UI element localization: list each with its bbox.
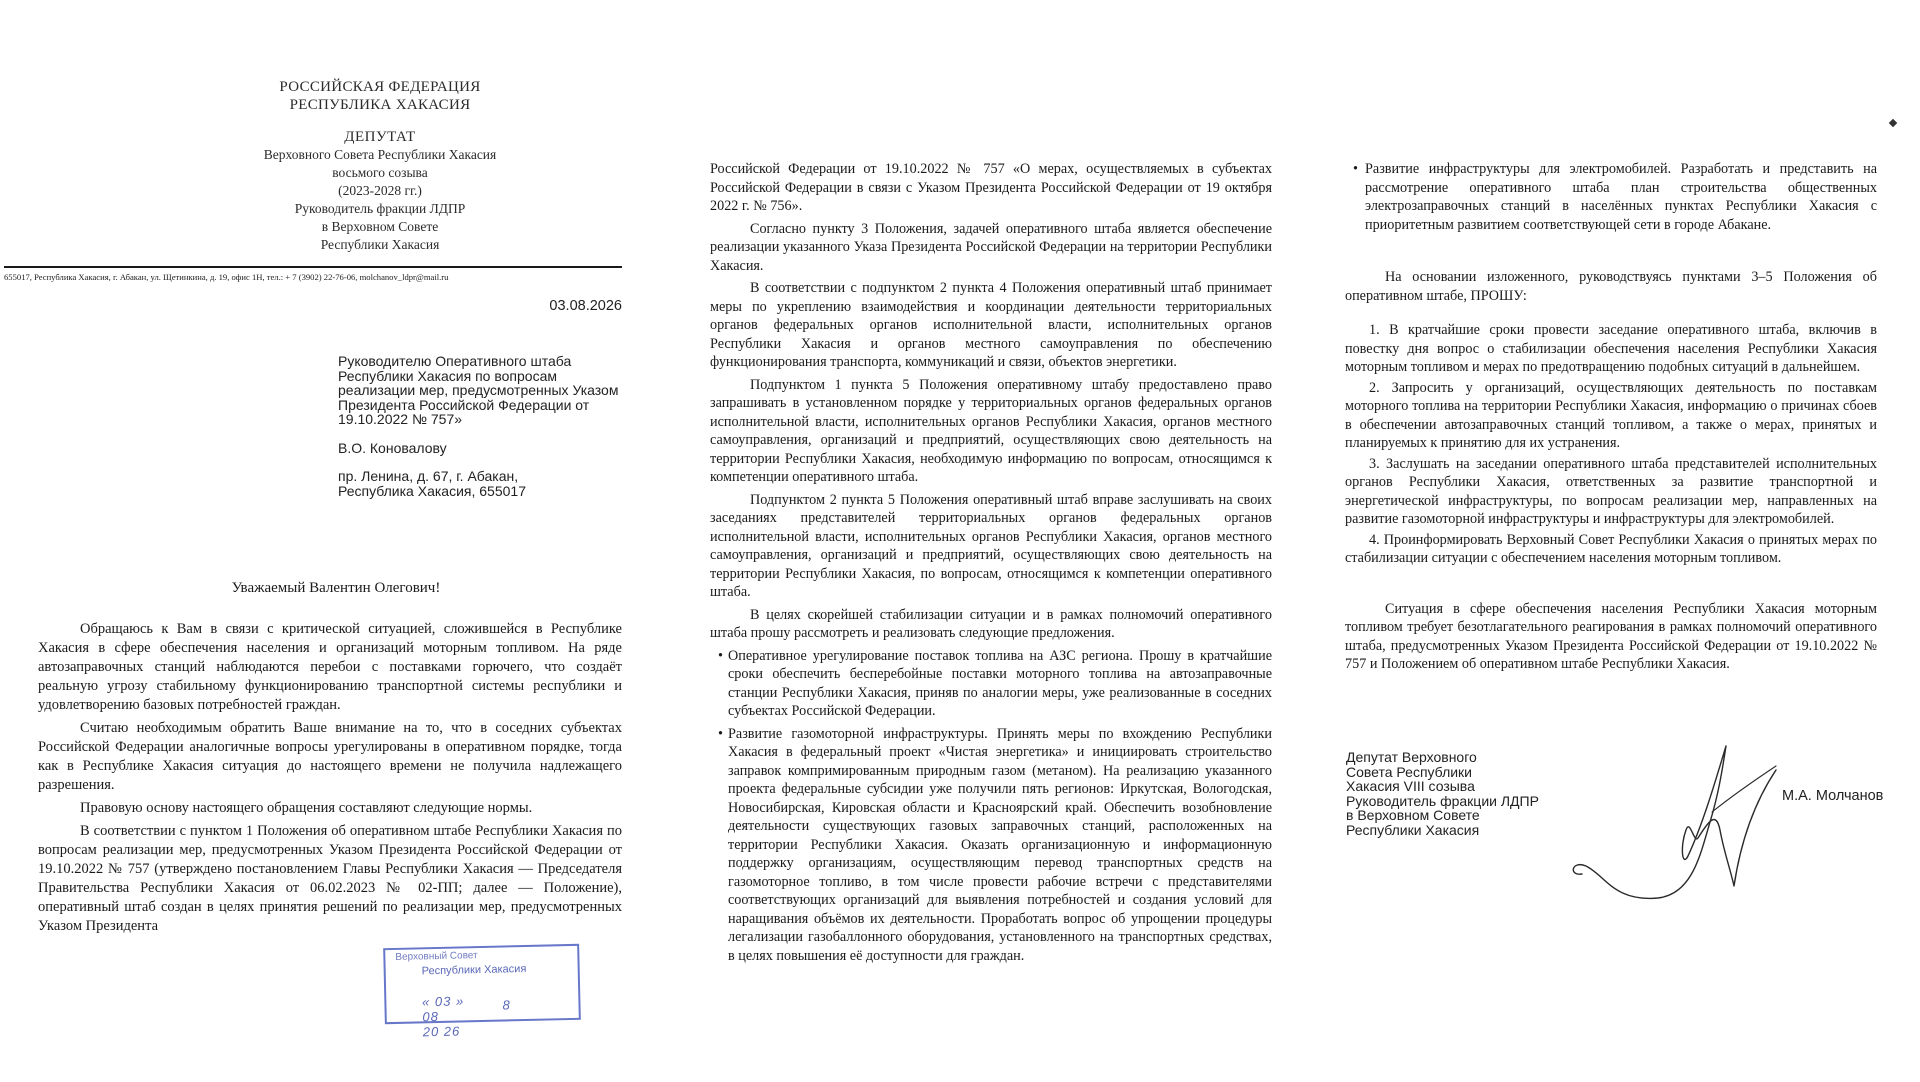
addressee-name: В.О. Коновалову: [338, 439, 447, 456]
paragraph: Согласно пункту 3 Положения, задачей оперативного штаба является обеспечение реализации указанного Указа Президента Российской Федерации на территории Республики Хакасия.: [710, 220, 1272, 274]
body-text-page-2: [710, 160, 1272, 969]
request-intro: На основании изложенного, руководствуясь пунктами 3–5 Положения об оперативном штабе, ПРОШУ:: [1345, 269, 1877, 304]
closing-paragraph: Ситуация в сфере обеспечения населения Республики Хакасия моторным топливом требует безотлагательного реагирования в рамках полномочий оперативного штаба, предусмотренных Указом Президента Российской Федерации от 19.10.2022 № 757 и Положением об оперативном штабе Республики Хакасия.: [1345, 600, 1877, 672]
paragraph: Подпунктом 2 пункта 5 Положения оперативный штаб вправе заслушивать на своих заседаниях представителей территориальных органов федеральных органов исполнительной власти, исполнительных органов Республики Хакасия, органов местного самоуправления, организаций и предприятий, осуществляющих свою деятельность на территории Республики Хакасия, по вопросам, относящимся к компетенции оперативного штаба.: [710, 491, 1272, 600]
letter-page-1: [0, 0, 672, 1082]
body-text-page-1: [38, 620, 622, 940]
letter-date: 03.08.2026: [549, 298, 622, 314]
signer-title-line: Руководитель фракции ЛДПР: [1346, 792, 1539, 809]
signer-name: М.А. Молчанов: [1782, 788, 1884, 804]
signer-title-line: Республики Хакасия: [1346, 821, 1480, 838]
stamp-date-year: 20 26: [422, 1023, 461, 1040]
paragraph: В соответствии с пунктом 1 Положения об оперативном штабе Республики Хакасия по вопросам реализации мер, предусмотренных Указом Президента Российской Федерации от 19.10.2022 № 757 (утверждено постановлением Главы Республики Хакасия — Председателя Правительства Республики Хакасия от 06.02.2023 № 02-ПП; далее — Положение), оперативный штаб создан в целях принятия решений по реализации мер, предусмотренных Указом Президента: [38, 823, 622, 934]
org-line-3: (2023-2028 гг.): [338, 183, 422, 198]
registration-stamp: [383, 944, 581, 1040]
request-item: 1. В кратчайшие сроки провести заседание оперативного штаба, включив в повестку дня вопрос о стабилизации обеспечения населения Республики Хакасия моторным топливом и мерах по предотвращению подобных ситуаций в дальнейшем.: [1345, 322, 1877, 375]
signer-title-line: Совета Республики: [1346, 763, 1472, 780]
sender-address: 655017, Республика Хакасия, г. Абакан, ул. Щетинкина, д. 19, офис 1Н, тел.: + 7 (3902) 22-76-06, molchanov_ldpr@mail.ru: [4, 272, 449, 282]
signer-title: [1346, 750, 1586, 837]
signer-title-line: Хакасия VIII созыва: [1346, 778, 1475, 794]
paragraph: Считаю необходимым обратить Ваше внимание на то, что в соседних субъектах Российской Федерации аналогичные вопросы урегулированы в оперативном порядке, тогда как в Республике Хакасия ситуация до настоящего времени не получила надлежащего разрешения.: [38, 720, 622, 793]
request-item: 4. Проинформировать Верховный Совет Республики Хакасия о принятых мерах по стабилизации ситуации с обеспечением населения моторным топливом.: [1345, 531, 1877, 566]
body-text-page-3: [1345, 160, 1877, 678]
stamp-reg-number: 8: [502, 997, 510, 1013]
letterhead: [150, 78, 610, 254]
addressee-position: Руководителю Оперативного штаба Республики Хакасия по вопросам реализации мер, предусмотренных Указом Президента Российской Федерации от 19.10.2022 № 757»: [338, 353, 619, 427]
paragraph: Обращаюсь к Вам в связи с критической ситуацией, сложившейся в Республике Хакасия в сфере обеспечения населения и организаций моторным топливом. На ряде автозаправочных станций наблюдаются перебои с поставками горючего, что создаёт реальную угрозу стабильному функционированию транспортной системы республики и удовлетворению базовых потребностей граждан.: [38, 621, 622, 713]
letter-page-3: [1300, 0, 1920, 1082]
stamp-date-day: 03: [434, 993, 452, 1010]
org-line-4: Руководитель фракции ЛДПР: [294, 201, 466, 216]
paragraph: Правовую основу настоящего обращения составляют следующие нормы.: [80, 800, 533, 816]
bullet-item: • Развитие инфраструктуры для электромобилей. Разработать и представить на рассмотрение оперативного штаба план строительства общественных электрозаправочных станций в населённых пунктах Республики Хакасия с приоритетным развитием соответствующей сети в городе Абакане.: [1345, 160, 1877, 234]
addressee-address-2: Республика Хакасия, 655017: [338, 482, 526, 499]
paragraph: Подпунктом 1 пункта 5 Положения оперативному штабу предоставлено право запрашивать в установленном порядке у территориальных органов федеральных органов исполнительной власти, исполнительных органов Республики Хакасия, органов местного самоуправления, организаций и предприятий, осуществляющих свою деятельность на территории Республики Хакасия, необходимую информацию по вопросам, относящимся к компетенции оперативного штаба.: [710, 376, 1272, 485]
republic-line: РЕСПУБЛИКА ХАКАСИЯ: [289, 97, 471, 113]
country-line: РОССИЙСКАЯ ФЕДЕРАЦИЯ: [279, 79, 481, 95]
paragraph: Российской Федерации от 19.10.2022 № 757 «О мерах, осуществляемых в субъектах Российской Федерации в связи с Указом Президента Российской Федерации от 19 октября 2022 г. № 756».: [710, 161, 1272, 214]
stamp-date-month: 08: [422, 1008, 440, 1025]
greeting: Уважаемый Валентин Олегович!: [231, 580, 441, 596]
org-line-5: в Верховном Совете: [321, 219, 439, 234]
header-divider: [4, 266, 622, 268]
signer-title-line: Депутат Верховного: [1346, 749, 1477, 765]
stamp-line-2: Республики Хакасия: [421, 962, 527, 978]
bullet-item: • Развитие газомоторной инфраструктуры. Принять меры по вхождению Республики Хакасия в федеральный проект «Чистая энергетика» и инициировать строительство заправок компримированным природным газом (метаном). На реализацию указанного проекта федеральные субсидии уже получили пять регионов: Иркутская, Вологодская, Новосибирская, Кировская области и Красноярский край. Обеспечить возобновление деятельности существующих газовых заправочных станций, расположенных на территории Республики Хакасия. Оказать организационную и информационную поддержку организациям, осуществляющим перевод транспортных средств на газомоторное топливо, в том числе провести рабочие встречи с представителями соответствующих организаций для выявления потребностей и создания условий для наращивания объёмов их деятельности. Проработать вопрос об упрощении процедуры легализации газобаллонного оборудования, установленного на транспортных средствах, в целях повышения её доступности для граждан.: [710, 725, 1272, 966]
org-line-2: восьмого созыва: [332, 165, 428, 180]
request-item: 2. Запросить у организаций, осуществляющих деятельность по поставкам моторного топлива на территории Республики Хакасия, информацию о причинах сбоев в обеспечении автозаправочных станций топливом, а также о мерах, принятых и планируемых к принятию для их устранения.: [1345, 379, 1877, 451]
handwritten-signature: [1562, 726, 1782, 916]
paragraph: В соответствии с подпунктом 2 пункта 4 Положения оперативный штаб принимает меры по укреплению взаимодействия и координации деятельности территориальных органов федеральных органов исполнительной власти, исполнительных органов Республики Хакасия и органов местного самоуправления по обеспечению функционирования транспорта, коммуникаций и связи, объектов энергетики.: [710, 280, 1272, 370]
addressee-block: [338, 354, 638, 498]
stamp-date: « 03 » 08 20 26: [393, 979, 465, 1040]
org-line-6: Республики Хакасия: [320, 237, 440, 252]
letter-page-2: [672, 0, 1300, 1082]
stamp-line-1: Верховный Совет: [395, 950, 478, 963]
deputy-title: ДЕПУТАТ: [344, 129, 416, 145]
signer-title-line: в Верховном Совете: [1346, 807, 1480, 823]
request-item: 3. Заслушать на заседании оперативного штаба представителей исполнительных органов Республики Хакасия, ответственных за развитие транспортной и энергетической инфраструктуры, по вопросам реализации мер, направленных на развитие газомоторной инфраструктуры и инфраструктуры для электромобилей.: [1345, 455, 1877, 527]
org-line-1: Верховного Совета Республики Хакасия: [263, 147, 497, 162]
addressee-address-1: пр. Ленина, д. 67, г. Абакан,: [338, 468, 519, 484]
scan-mark: [1889, 119, 1897, 127]
paragraph: В целях скорейшей стабилизации ситуации и в рамках полномочий оперативного штаба прошу рассмотреть и реализовать следующие предложения.: [710, 606, 1272, 641]
bullet-item: • Оперативное урегулирование поставок топлива на АЗС региона. Прошу в кратчайшие сроки обеспечить бесперебойные поставки моторного топлива на автозаправочные станции Республики Хакасия, приняв по аналогии меры, уже реализованные в соседних субъектах Российской Федерации.: [710, 647, 1272, 721]
